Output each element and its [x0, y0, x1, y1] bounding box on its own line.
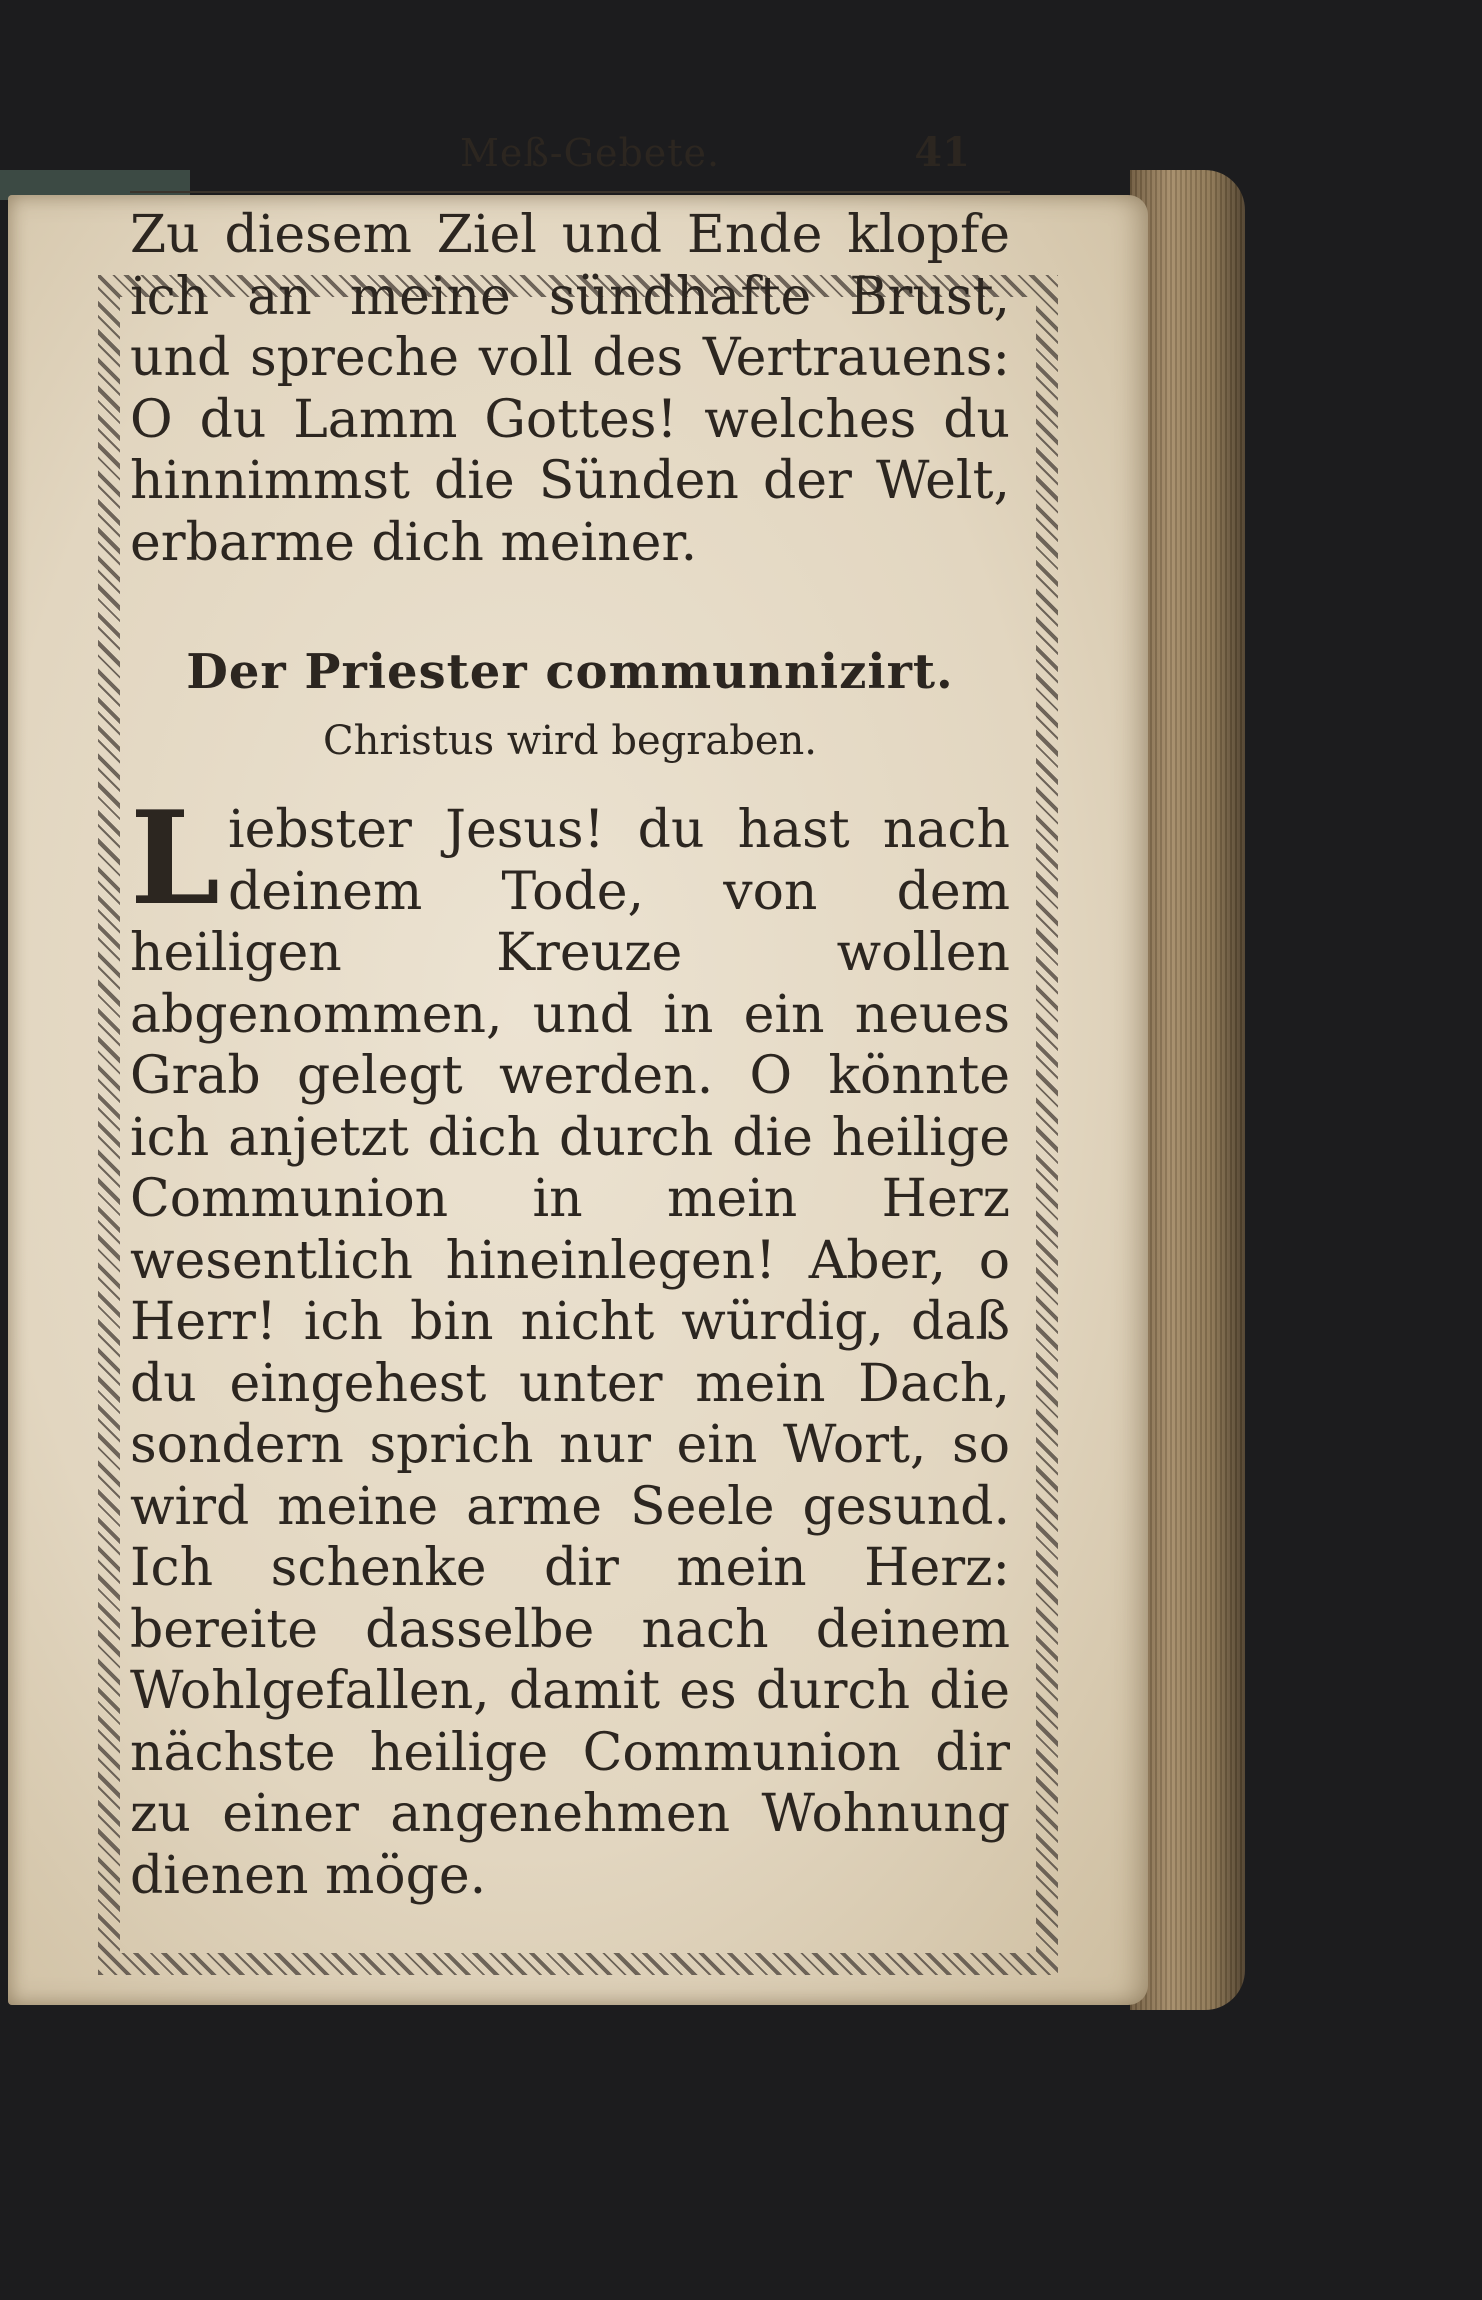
drop-cap: L	[130, 784, 220, 934]
running-header	[130, 125, 1010, 193]
paragraph-prayer	[130, 784, 1010, 1907]
running-title: Meß-Gebete.	[460, 131, 721, 175]
page-number: 41	[914, 129, 970, 176]
paragraph-intro: Zu diesem Ziel und Ende klopfe ich an meine sündhafte Brust, und spreche voll des Vertrauens: O du Lamm Gottes! welches du hinnimmst die Sünden der Welt, erbarme dich meiner.	[130, 205, 1010, 573]
section-subheading: Christus wird begraben.	[323, 718, 817, 764]
prayer-text: iebster Jesus! du hast nach deinem Tode, von dem heiligen Kreuze wollen abgenommen, und in ein neues Grab gelegt werden. O könnte ich anjetzt dich durch die heilige Communion in mein Herz wesentlich hineinlegen! Aber, o Herr! ich bin nicht würdig, daß du eingehest unter mein Dach, sondern sprich nur ein Wort, so wird meine arme Seele gesund. Ich schenke dir mein Herz: bereite dasselbe nach deinem Wohlgefallen, damit es durch die nächste heilige Communion dir zu einer angenehmen Wohnung dienen möge.	[130, 800, 1010, 1906]
page-content	[130, 125, 1010, 1906]
section-heading: Der Priester communnizirt.	[186, 644, 954, 700]
